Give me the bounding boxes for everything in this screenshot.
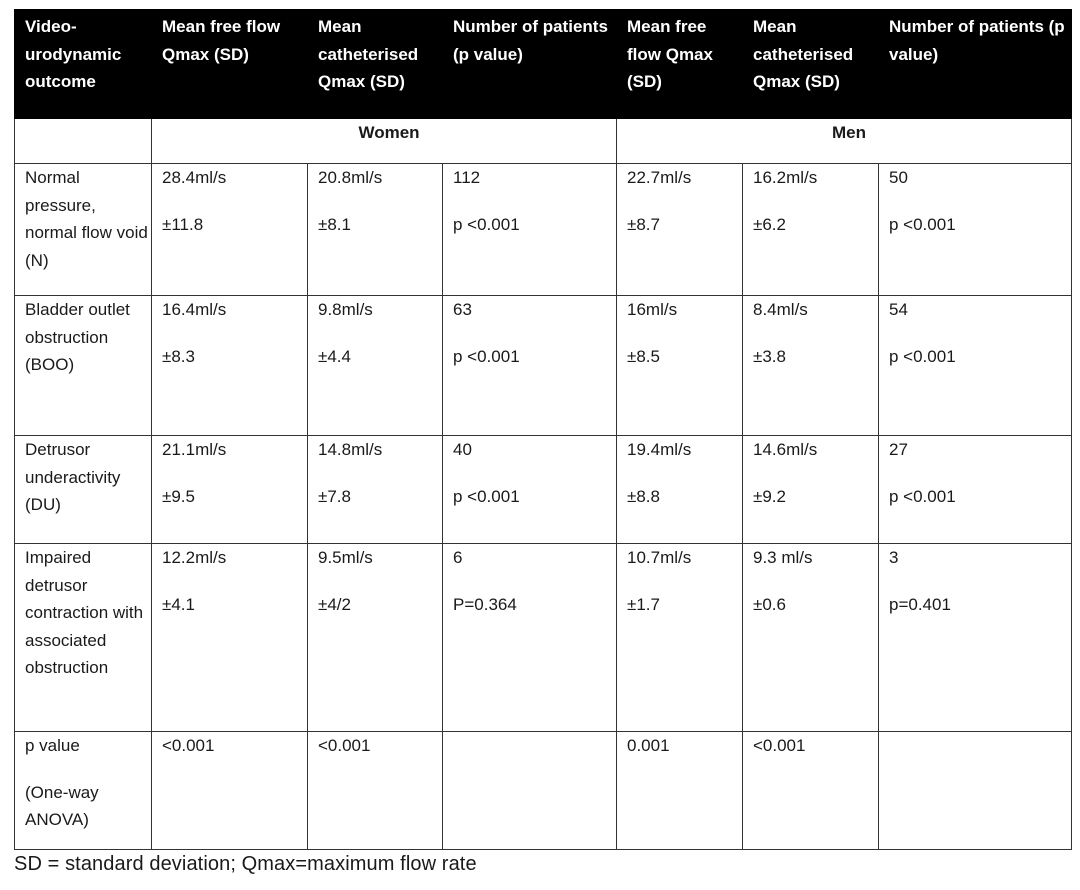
- header-men-patients: Number of patients (p value): [879, 10, 1072, 119]
- table-cell: 21.1ml/s ±9.5: [152, 436, 308, 544]
- table-cell: 16.4ml/s ±8.3: [152, 296, 308, 436]
- header-women-patients: Number of patients (p value): [443, 10, 617, 119]
- table-cell: 9.8ml/s ±4.4: [308, 296, 443, 436]
- row-label: Bladder outlet obstruction (BOO): [15, 296, 152, 436]
- table-cell: 28.4ml/s ±11.8: [152, 164, 308, 296]
- group-men: Men: [617, 119, 1072, 164]
- table-cell: 112 p <0.001: [443, 164, 617, 296]
- table-cell: 40 p <0.001: [443, 436, 617, 544]
- table-cell: 14.8ml/s ±7.8: [308, 436, 443, 544]
- table-cell: 3 p=0.401: [879, 544, 1072, 732]
- table-cell: 54 p <0.001: [879, 296, 1072, 436]
- table-cell: 63 p <0.001: [443, 296, 617, 436]
- header-row: [15, 10, 1072, 119]
- group-empty-cell: [15, 119, 152, 164]
- table-row: [15, 164, 1072, 296]
- table-row: [15, 296, 1072, 436]
- table-cell: 0.001: [617, 732, 743, 850]
- table-cell: 9.5ml/s ±4/2: [308, 544, 443, 732]
- footnote: SD = standard deviation; Qmax=maximum flow rate: [14, 853, 477, 875]
- group-women: Women: [152, 119, 617, 164]
- table-cell: 10.7ml/s ±1.7: [617, 544, 743, 732]
- row-label: Detrusor underactivity (DU): [15, 436, 152, 544]
- table-cell: <0.001: [152, 732, 308, 850]
- table-cell: 16.2ml/s ±6.2: [743, 164, 879, 296]
- header-women-free-flow: Mean free flow Qmax (SD): [152, 10, 308, 119]
- header-women-catheterised: Mean catheterised Qmax (SD): [308, 10, 443, 119]
- table-cell: 14.6ml/s ±9.2: [743, 436, 879, 544]
- table-cell: 6 P=0.364: [443, 544, 617, 732]
- table-cell: 19.4ml/s ±8.8: [617, 436, 743, 544]
- table-cell: 27 p <0.001: [879, 436, 1072, 544]
- table-cell: 22.7ml/s ±8.7: [617, 164, 743, 296]
- table-cell: [879, 732, 1072, 850]
- header-outcome: Video-urodynamic outcome: [15, 10, 152, 119]
- table-cell: 50 p <0.001: [879, 164, 1072, 296]
- group-row: [15, 119, 1072, 164]
- table-cell: <0.001: [308, 732, 443, 850]
- results-table: [14, 9, 1072, 850]
- row-label: p value (One-way ANOVA): [15, 732, 152, 850]
- table-row: [15, 544, 1072, 732]
- table-cell: 20.8ml/s ±8.1: [308, 164, 443, 296]
- table-row: [15, 436, 1072, 544]
- table-cell: 9.3 ml/s ±0.6: [743, 544, 879, 732]
- pvalue-row: [15, 732, 1072, 850]
- table-cell: [443, 732, 617, 850]
- header-men-catheterised: Mean catheterised Qmax (SD): [743, 10, 879, 119]
- table-cell: 12.2ml/s ±4.1: [152, 544, 308, 732]
- table-cell: 8.4ml/s ±3.8: [743, 296, 879, 436]
- row-label: Impaired detrusor contraction with associated obstruction: [15, 544, 152, 732]
- table-cell: <0.001: [743, 732, 879, 850]
- row-label: Normal pressure, normal flow void (N): [15, 164, 152, 296]
- header-men-free-flow: Mean free flow Qmax (SD): [617, 10, 743, 119]
- table-cell: 16ml/s ±8.5: [617, 296, 743, 436]
